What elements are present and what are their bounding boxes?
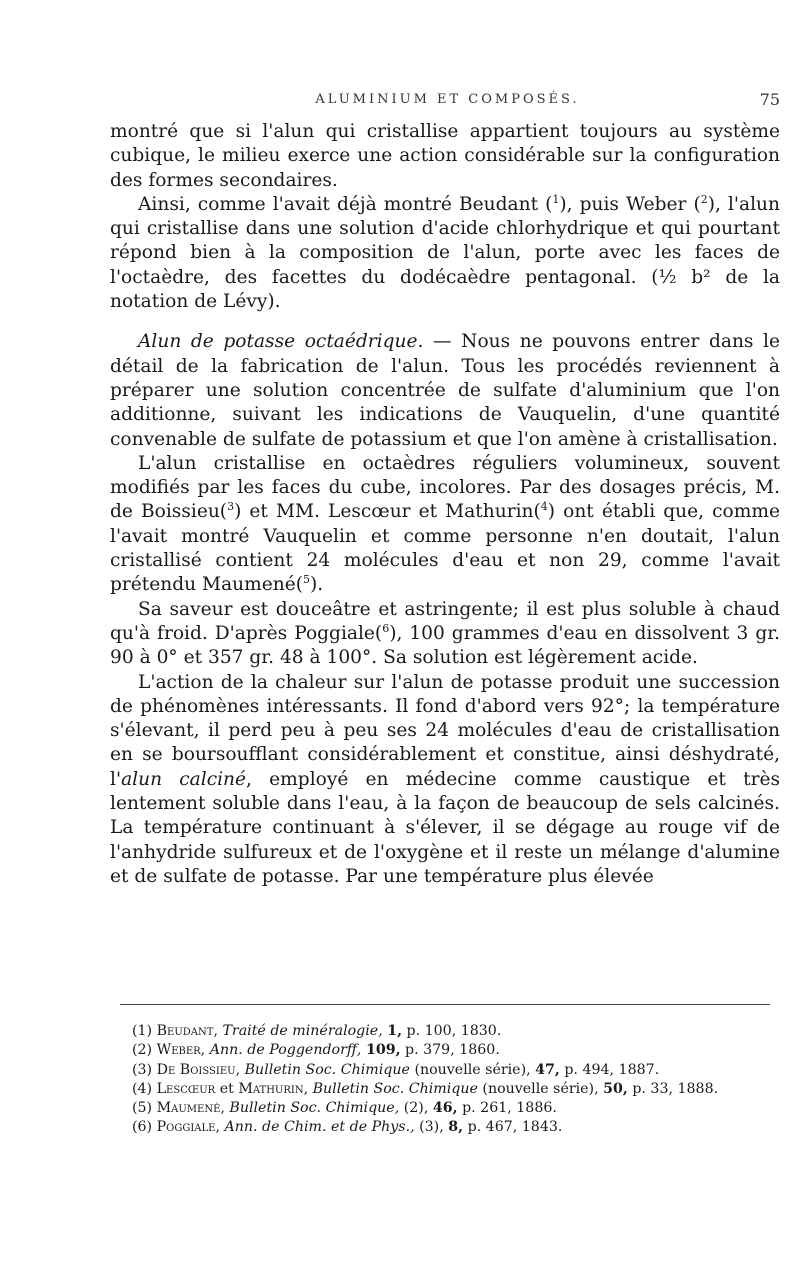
body-text (110, 120, 780, 889)
footnotes (110, 1022, 780, 1138)
paragraph-6 (110, 671, 780, 890)
footnote-series: (nouvelle série), (414, 1061, 531, 1078)
footnote-author-2: Mathurin, (238, 1080, 309, 1097)
footnote-1 (110, 1022, 780, 1041)
paragraph-6-text-a: L'action de la chaleur sur l'alun de potasse produit une succession de phénomènes intéressants. Il fond d'abord vers 92°; la température s'élevant, il perd peu à peu ses 24 molécules d'eau de cristallisation en se boursoufflant considérablement et constitue, ainsi déshydraté, l' (110, 671, 780, 790)
footnote-title: Bulletin Soc. Chimique (244, 1061, 410, 1078)
footnote-pages: p. 33, 1888. (632, 1080, 719, 1097)
paragraph-5 (110, 598, 780, 671)
footnote-mark: (4) (132, 1080, 153, 1097)
footnote-pages: p. 494, 1887. (564, 1061, 660, 1078)
footnote-title: Traité de minéralogie, (222, 1023, 383, 1039)
footnote-4 (110, 1080, 780, 1099)
footnote-6 (110, 1118, 780, 1137)
footnote-joiner: et (219, 1080, 234, 1097)
paragraph-5-text-b: ), 100 grammes d'eau en dissolvent 3 gr. 90 à 0° et 357 gr. 48 à 100°. Sa solution est légèrement acide. (110, 622, 780, 669)
paragraph-6-text-b: , employé en médecine comme caustique et très lentement soluble dans l'eau, à la façon de beaucoup de sels calcinés. La température continuant à s'élever, il se dégage au rouge vif de l'anhydride sulfureux et de l'oxygène et il reste un mélange d'alumine et de sulfate de potasse. Par une température plus élevée (110, 768, 780, 887)
footnote-title: Bulletin Soc. Chimique (312, 1080, 478, 1097)
footnote-pages: p. 467, 1843. (467, 1119, 563, 1136)
paragraph-4-text-c: ) ont établi que, comme l'avait montré Vauquelin et comme personne n'en doutait, l'alun cristallisé contient 24 molécules d'eau et non 29, comme l'avait prétendu Maumené( (110, 501, 781, 596)
footnote-author: Lescœur (156, 1080, 216, 1097)
footnote-5 (110, 1099, 780, 1118)
footnote-title: Ann. de Chim. et de Phys., (224, 1119, 415, 1136)
footnote-title: Bulletin Soc. Chimique, (229, 1100, 400, 1117)
footnote-3 (110, 1061, 780, 1080)
footnote-ref-3[interactable]: 3 (227, 500, 235, 514)
footnote-ref-2[interactable]: 2 (700, 192, 708, 206)
footnote-ref-4[interactable]: 4 (540, 500, 548, 514)
footnote-series: (2), (403, 1100, 429, 1117)
footnote-series: (3), (419, 1119, 444, 1136)
paragraph-2 (110, 193, 780, 314)
paragraph-4-text-b: ) et MM. Lescœur et Mathurin( (234, 501, 541, 523)
page-number: 75 (759, 90, 780, 109)
footnote-mark: (2) (132, 1042, 153, 1059)
paragraph-4 (110, 452, 780, 598)
paragraph-1 (110, 120, 780, 193)
footnote-ref-5[interactable]: 5 (303, 573, 311, 587)
footnote-pages: p. 261, 1886. (462, 1100, 557, 1117)
paragraph-3-text: — Nous ne pouvons entrer dans le détail de la fabrication de l'alun. Tous les procédés reviennent à préparer une solution concentrée de sulfate d'aluminium que l'on additionne, suivant les indications de Vauquelin, d'une quantité convenable de sulfate de potassium et que l'on amène à cristallisation. (110, 331, 781, 450)
footnote-pages: p. 379, 1860. (405, 1042, 500, 1059)
footnote-mark: (5) (132, 1100, 153, 1117)
footnote-divider (120, 1004, 770, 1005)
footnote-volume: 47, (535, 1061, 560, 1078)
footnote-volume: 8, (448, 1119, 464, 1136)
footnote-author: Poggiale, (156, 1119, 220, 1136)
paragraph-2-text-b: ), puis Weber ( (559, 193, 701, 215)
footnote-volume: 46, (432, 1100, 458, 1117)
footnote-author: Beudant, (156, 1023, 218, 1039)
footnote-author: Weber, (156, 1042, 206, 1059)
footnote-series: (nouvelle série), (482, 1080, 599, 1097)
footnote-mark: (1) (132, 1023, 153, 1039)
footnote-author: Maumené, (156, 1100, 225, 1117)
footnote-2 (110, 1041, 780, 1060)
footnote-mark: (6) (132, 1119, 153, 1136)
paragraph-5-text-a: Sa saveur est douceâtre et astringente; il est plus soluble à chaud qu'à froid. D'après Poggiale( (110, 598, 780, 644)
footnote-ref-6[interactable]: 6 (382, 621, 390, 635)
footnote-volume: 50, (603, 1080, 628, 1097)
running-title: ALUMINIUM ET COMPOSÉS. (315, 92, 580, 107)
section-heading-alun-octaedrique: Alun de potasse octaédrique. (138, 331, 424, 353)
paragraph-1-text: montré que si l'alun qui cristallise appartient toujours au système cubique, le milieu exerce une action considérable sur la configuration des formes secondaires. (110, 121, 780, 191)
page-header (115, 92, 780, 116)
paragraph-4-text-d: ). (310, 574, 324, 596)
footnote-volume: 1, (387, 1023, 403, 1039)
footnote-ref-1[interactable]: 1 (552, 192, 560, 206)
footnote-title: Ann. de Poggendorff, (209, 1042, 362, 1059)
footnote-mark: (3) (132, 1061, 153, 1078)
paragraph-4-text-a: L'alun cristallise en octaèdres réguliers volumineux, souvent modifiés par les faces du cube, incolores. Par des dosages précis, M. de Boissieu( (110, 452, 780, 523)
footnote-volume: 109, (365, 1042, 401, 1059)
footnote-author: De Boissieu, (156, 1061, 241, 1078)
paragraph-2-text-a: Ainsi, comme l'avait déjà montré Beudant ( (138, 193, 553, 215)
paragraph-2-text-c: ), l'alun qui cristallise dans une solution d'acide chlorhydrique et qui pourtant répond bien à la composition de l'alun, porte avec les faces de l'octaèdre, des facettes du dodécaèdre pentagonal. (½ b² de la notation de Lévy). (110, 193, 780, 313)
footnote-pages: p. 100, 1830. (406, 1023, 502, 1039)
term-alun-calcine: alun calciné (121, 768, 247, 790)
paragraph-3 (110, 330, 780, 451)
